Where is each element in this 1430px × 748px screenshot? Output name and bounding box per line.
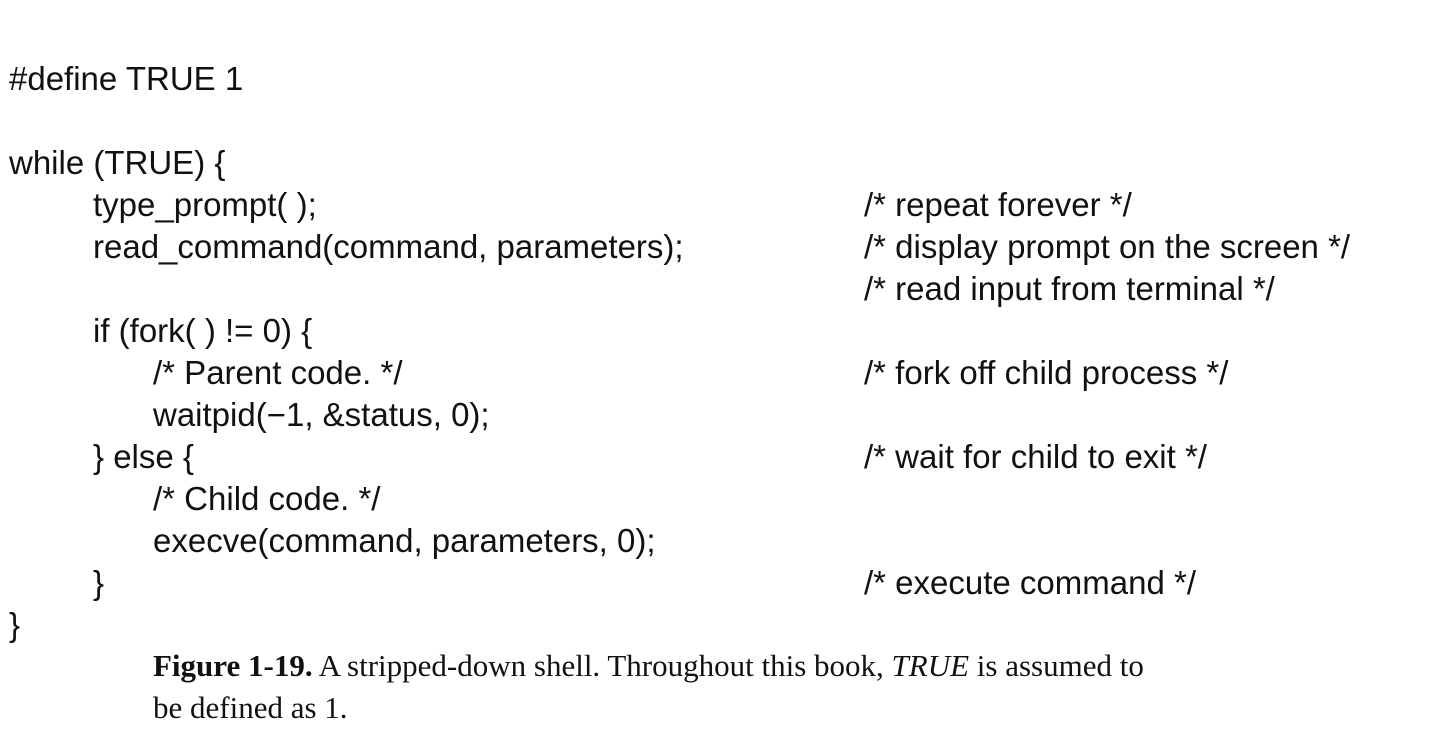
type-prompt-call: type_prompt( ); <box>93 186 317 223</box>
code-line-child-comment <box>0 436 1430 517</box>
caption-line-1 <box>153 645 1353 687</box>
read-command-call: read_command(command, parameters); <box>93 228 684 265</box>
figure-caption <box>153 645 1353 729</box>
comment-repeat-forever: /* repeat forever */ <box>864 186 1132 223</box>
if-fork-statement: if (fork( ) != 0) { <box>93 312 313 349</box>
waitpid-call: waitpid(−1, &status, 0); <box>153 396 490 433</box>
define-statement: #define TRUE 1 <box>9 60 244 97</box>
caption-text-after: is assumed to <box>969 648 1144 683</box>
comment-wait-child: /* wait for child to exit */ <box>864 438 1207 475</box>
caption-emphasis: TRUE <box>891 648 970 683</box>
else-statement: } else { <box>93 438 194 475</box>
caption-line-2: be defined as 1. <box>153 690 348 725</box>
comment-execute-command: /* execute command */ <box>864 564 1196 601</box>
code-line-execve <box>0 478 1430 601</box>
comment-read-input: /* read input from terminal */ <box>864 270 1275 307</box>
comment-fork-off: /* fork off child process */ <box>864 354 1229 391</box>
child-code-comment: /* Child code. */ <box>153 480 381 517</box>
parent-code-comment: /* Parent code. */ <box>153 354 403 391</box>
outer-closing-brace: } <box>9 606 21 643</box>
code-line-outer-close <box>0 562 1430 643</box>
figure-label: Figure 1-19. <box>153 648 313 683</box>
inner-closing-brace: } <box>93 564 105 601</box>
caption-text-before: A stripped-down shell. Throughout this book, <box>312 648 892 683</box>
while-loop-open: while (TRUE) { <box>9 144 226 181</box>
comment-display-prompt: /* display prompt on the screen */ <box>864 228 1351 265</box>
execve-call: execve(command, parameters, 0); <box>153 522 656 559</box>
code-line-define <box>0 16 1430 97</box>
